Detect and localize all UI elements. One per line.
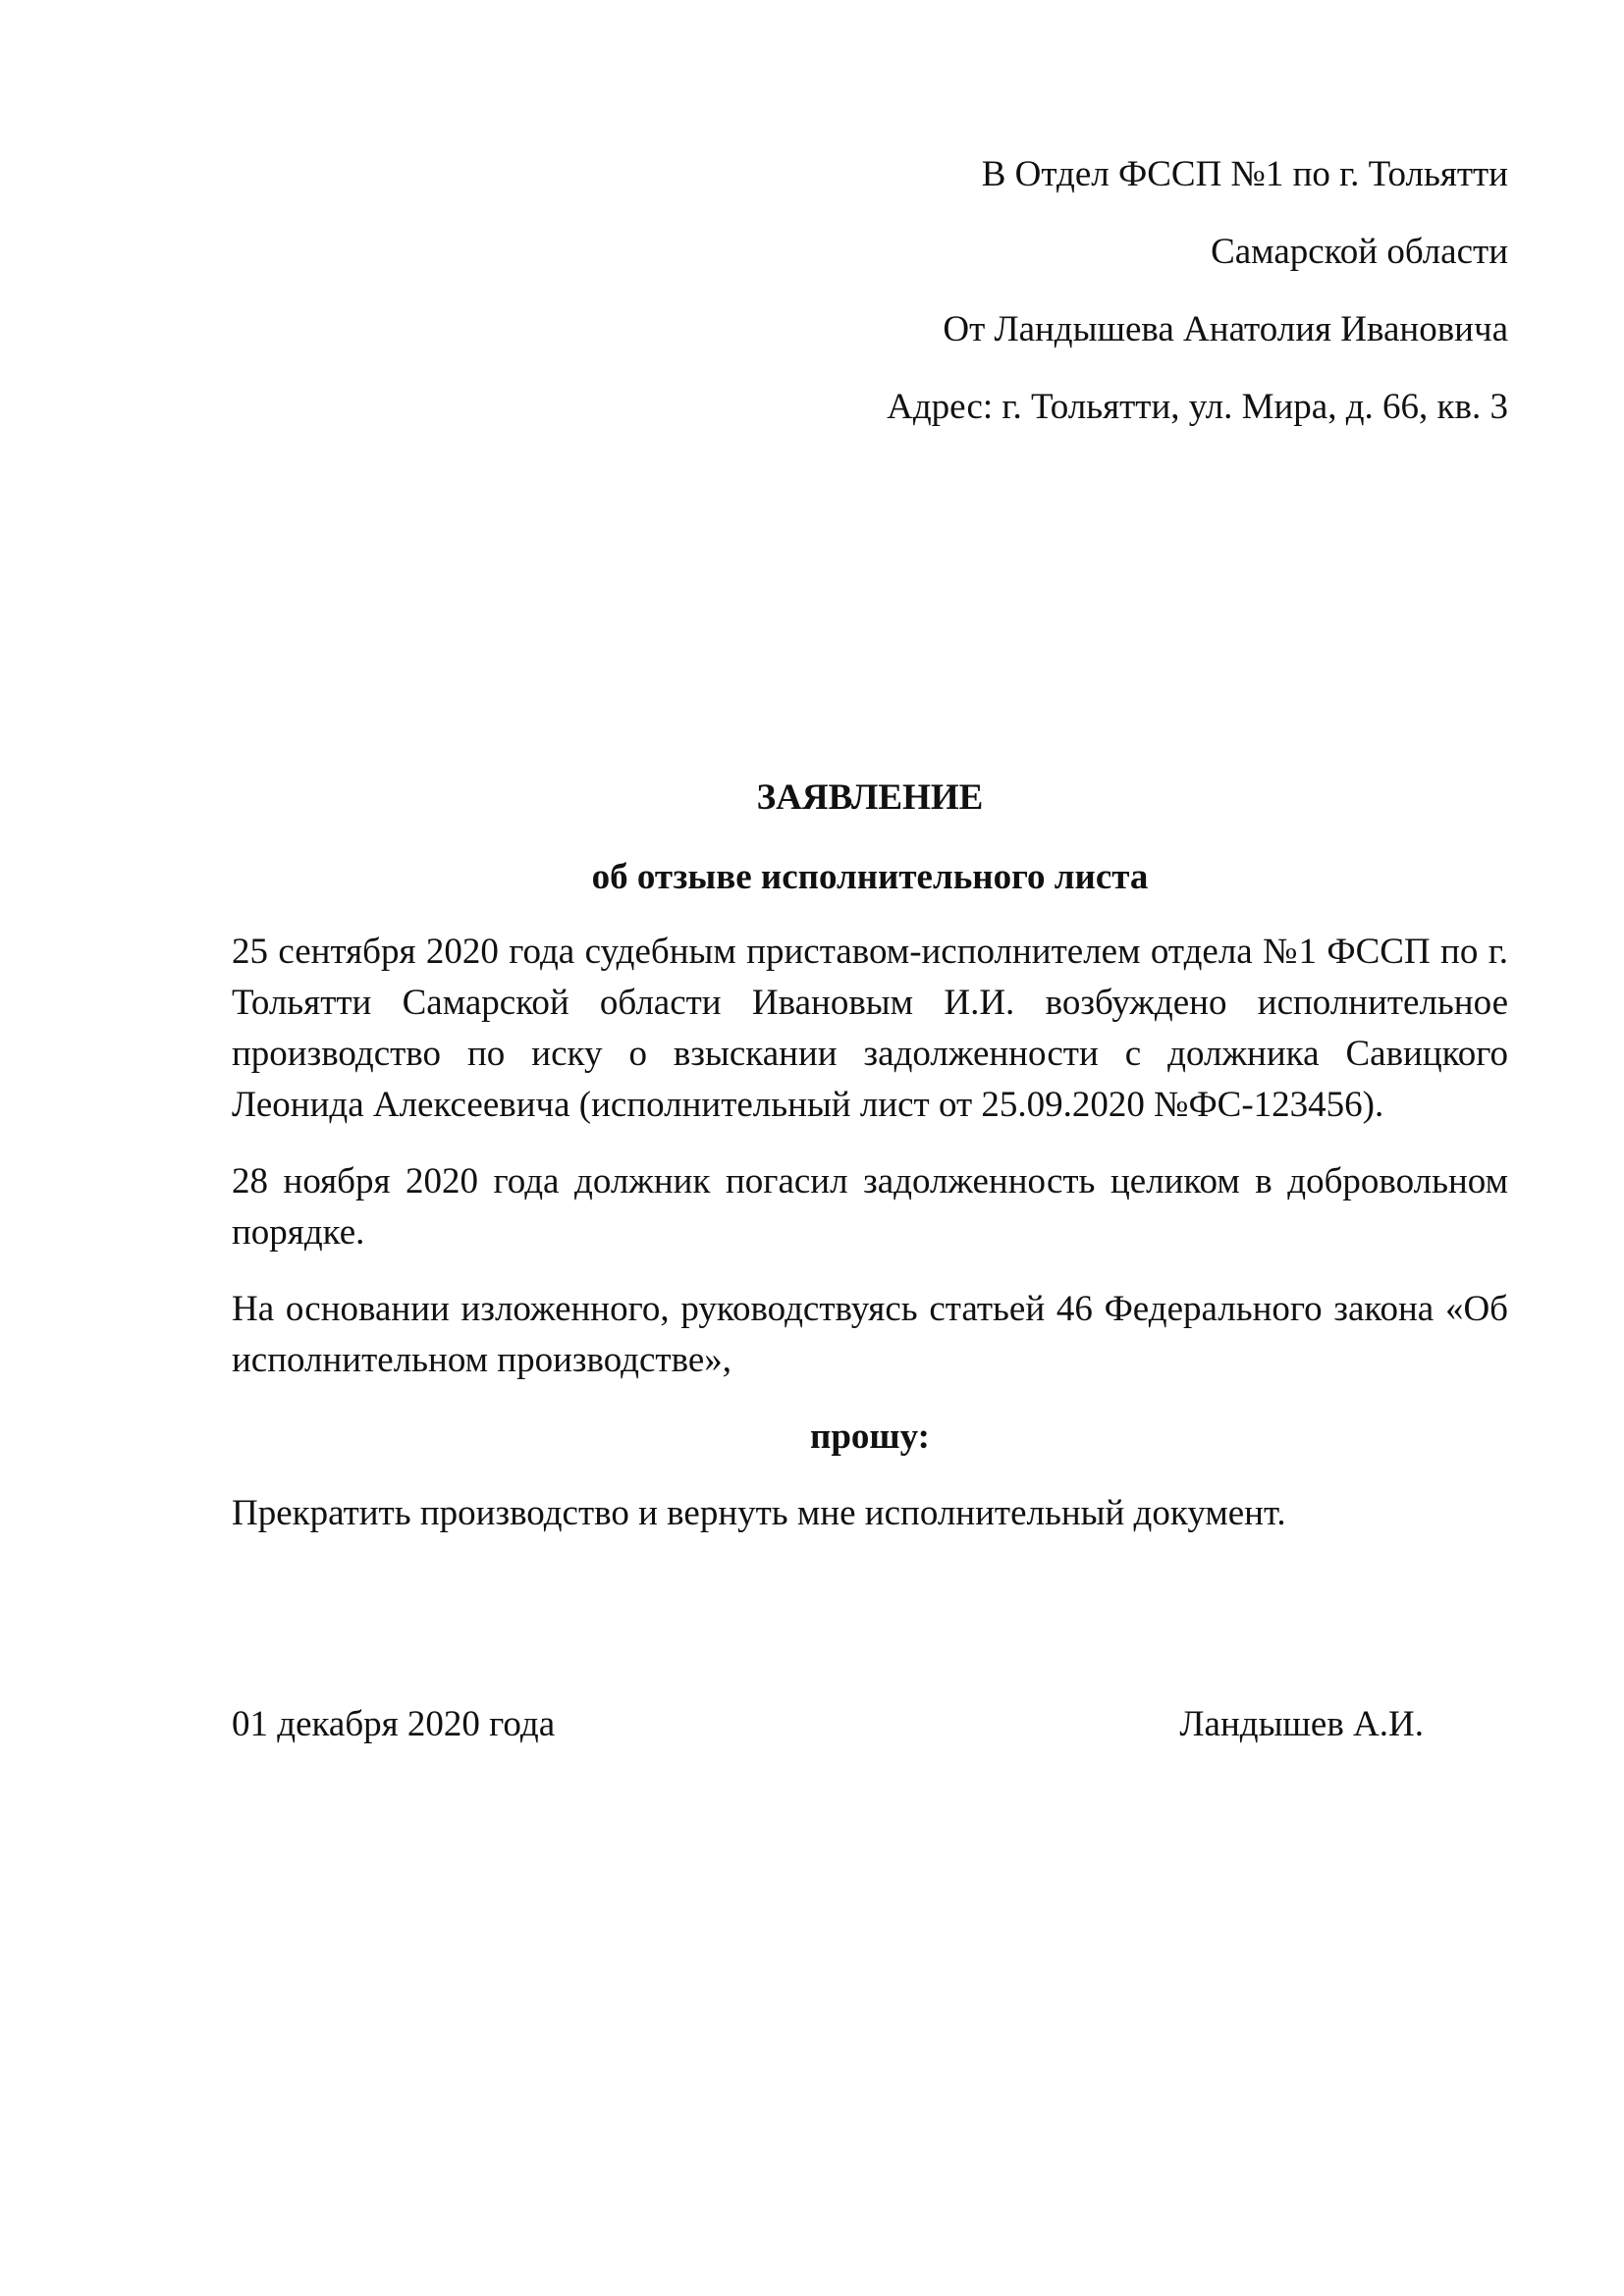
request-text: Прекратить производство и вернуть мне исполнительный документ. <box>232 1493 1286 1533</box>
paragraph-debt-repaid: 28 ноября 2020 года должник погасил задолженность целиком в добровольном порядке. <box>232 1161 1508 1253</box>
document-subtitle: об отзыве исполнительного листа <box>591 857 1149 897</box>
addressee-block <box>687 149 1508 459</box>
applicant-name: От Ландышева Анатолия Ивановича <box>943 309 1508 349</box>
request-heading: прошу: <box>810 1416 930 1457</box>
signature-row <box>232 1699 1424 1750</box>
signature-name: Ландышев А.И. <box>1179 1704 1424 1744</box>
paragraph-case-details: 25 сентября 2020 года судебным приставом-исполнителем отдела №1 ФССП по г. Тольятти Самарской области Ивановым И.И. возбуждено исполнительное производство по иску о взыскании задолженности с должника Савицкого Леонида Алексеевича (исполнительный лист от 25.09.2020 №ФС-123456). <box>232 932 1508 1125</box>
document-date: 01 декабря 2020 года <box>232 1704 556 1744</box>
addressee-region: Самарской области <box>1211 232 1508 272</box>
addressee-department: В Отдел ФССП №1 по г. Тольятти <box>981 154 1508 194</box>
document-body <box>232 927 1508 1539</box>
applicant-address: Адрес: г. Тольятти, ул. Мира, д. 66, кв. 3 <box>887 387 1508 427</box>
document-title: ЗАЯВЛЕНИЕ <box>756 777 984 818</box>
paragraph-legal-basis: На основании изложенного, руководствуясь статьей 46 Федерального закона «Об исполнительном производстве», <box>232 1289 1508 1380</box>
